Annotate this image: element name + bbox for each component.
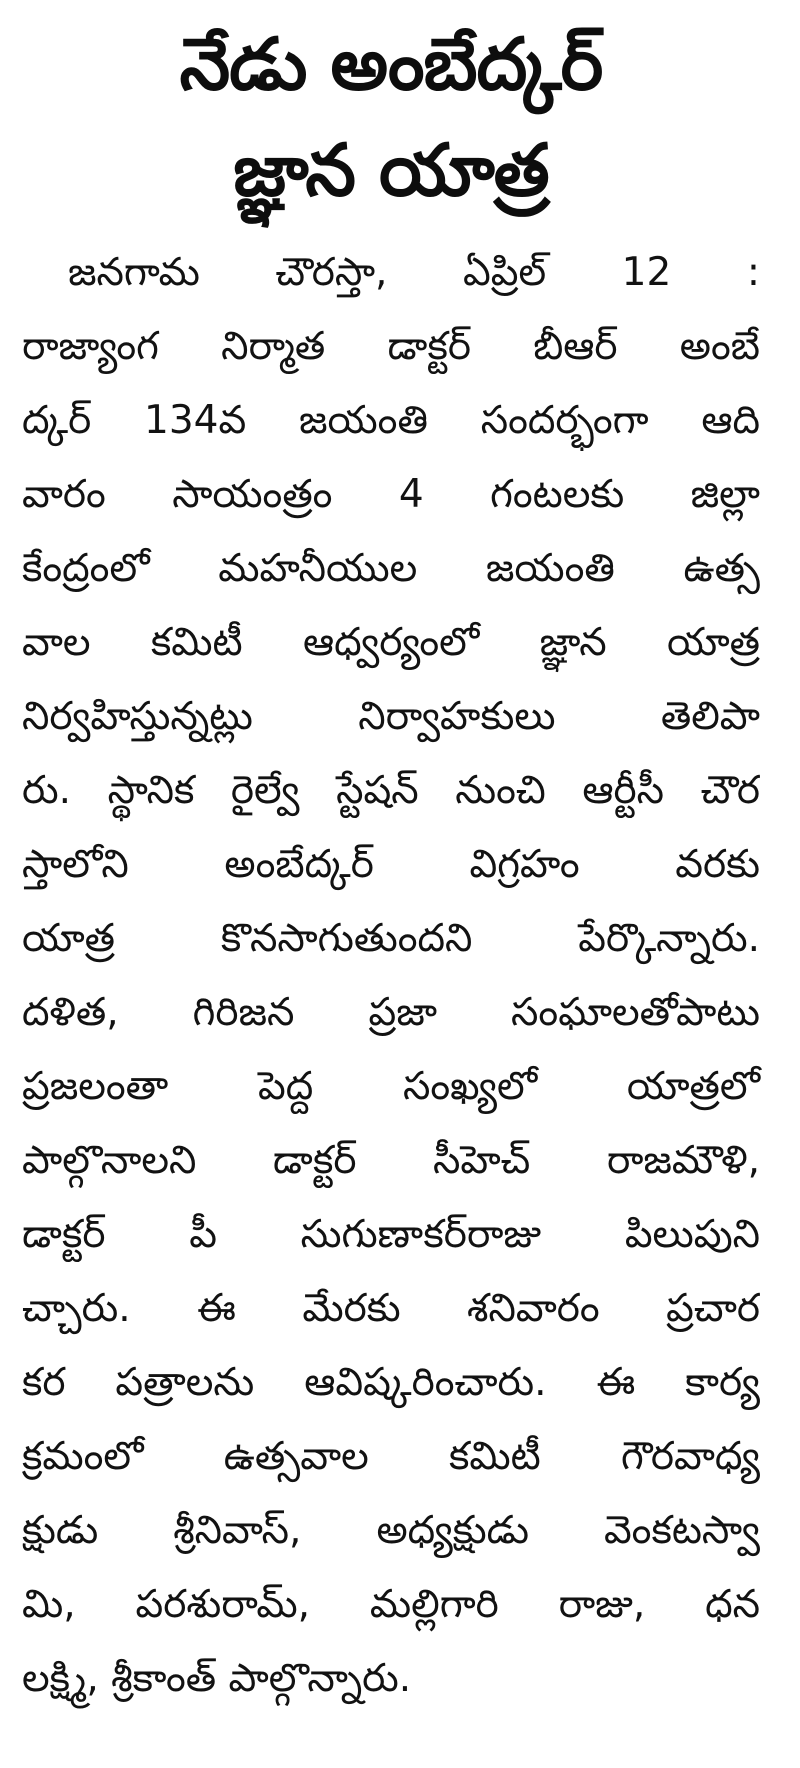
headline-line-2: జ్ఞాన యాత్ర — [233, 128, 549, 212]
body-line: చ్చారు. ఈ మేరకు శనివారం ప్రచార — [22, 1286, 760, 1331]
body-line: కర పత్రాలను ఆవిష్కరించారు. ఈ కార్య — [22, 1360, 760, 1405]
body-line: మి, పరశురామ్, మల్లిగారి రాజు, ధన — [22, 1582, 760, 1627]
body-line: నిర్వహిస్తున్నట్లు నిర్వాహకులు తెలిపా — [22, 694, 760, 739]
body-line: రాజ్యాంగ నిర్మాత డాక్టర్ బీఆర్ అంబే — [22, 324, 760, 369]
headline-line-1: నేడు అంబేద్కర్ — [179, 22, 603, 106]
body-line: క్రమంలో ఉత్సవాల కమిటీ గౌరవాధ్య — [22, 1434, 760, 1479]
body-line: రు. స్థానిక రైల్వే స్టేషన్ నుంచి ఆర్టీసీ చౌర — [22, 768, 760, 813]
body-line: కేంద్రంలో మహనీయుల జయంతి ఉత్స — [22, 546, 760, 591]
article-body — [22, 236, 760, 1716]
body-line: క్షుడు శ్రీనివాస్, అధ్యక్షుడు వెంకటస్వా — [22, 1508, 760, 1553]
body-line: వాల కమిటీ ఆధ్వర్యంలో జ్ఞాన యాత్ర — [22, 620, 760, 665]
article-headline — [22, 14, 760, 236]
body-line: డాక్టర్ పీ సుగుణాకర్‌రాజు పిలుపుని — [22, 1212, 760, 1257]
body-line: జనగామ చౌరస్తా, ఏప్రిల్ 12 : — [68, 250, 760, 295]
body-line: లక్ష్మి, శ్రీకాంత్ పాల్గొన్నారు. — [22, 1656, 412, 1701]
body-line: పాల్గొనాలని డాక్టర్ సీహెచ్ రాజమౌళి, — [22, 1138, 760, 1183]
body-line: వారం సాయంత్రం 4 గంటలకు జిల్లా — [22, 472, 760, 517]
body-line: యాత్ర కొనసాగుతుందని పేర్కొన్నారు. — [22, 916, 760, 961]
body-line: ద్కర్ 134వ జయంతి సందర్భంగా ఆది — [22, 398, 760, 443]
body-line: స్తాలోని అంబేద్కర్ విగ్రహం వరకు — [22, 842, 760, 887]
body-line: ప్రజలంతా పెద్ద సంఖ్యలో యాత్రలో — [22, 1064, 760, 1109]
body-line: దళిత, గిరిజన ప్రజా సంఘాలతోపాటు — [22, 990, 760, 1035]
